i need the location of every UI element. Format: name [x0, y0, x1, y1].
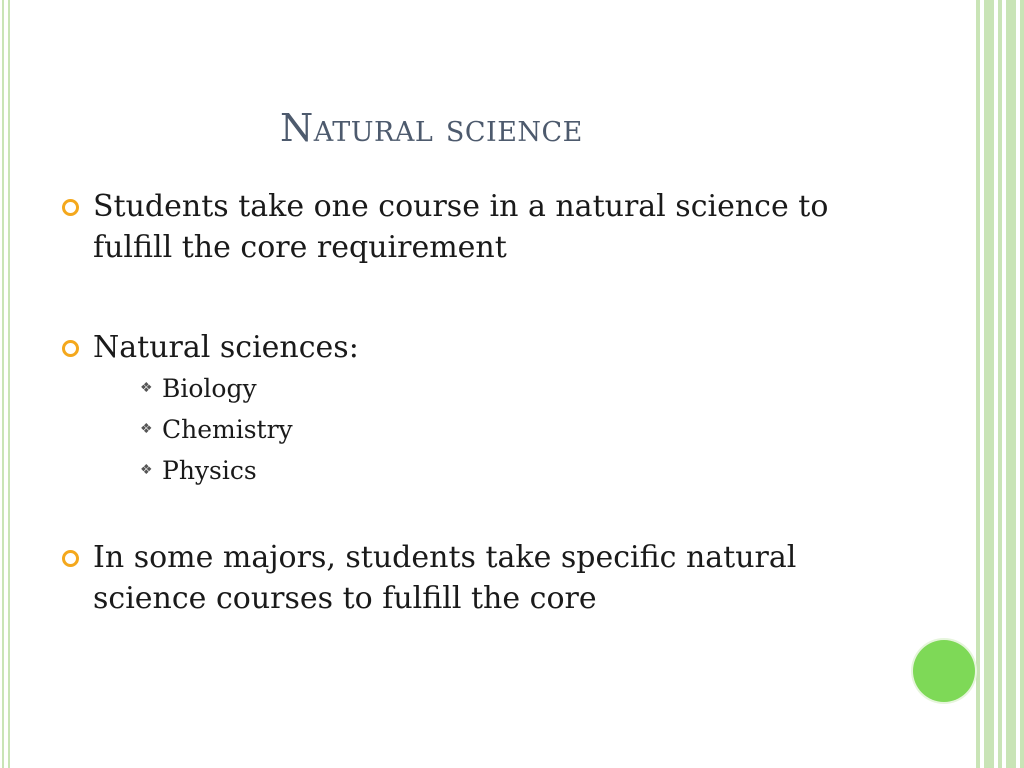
right-border-band	[984, 0, 994, 768]
right-border	[974, 0, 1024, 768]
left-border	[0, 0, 12, 768]
slide-content	[60, 186, 910, 619]
green-circle-icon	[913, 640, 975, 702]
sub-bullet-text: Chemistry	[162, 415, 293, 444]
diamond-bullet-icon: ❖	[140, 421, 153, 437]
right-border-band	[998, 0, 1002, 768]
ring-bullet-icon	[62, 340, 79, 357]
diamond-bullet-icon: ❖	[140, 462, 153, 478]
slide-title: Natural science	[280, 106, 583, 150]
sub-bullet-item	[140, 450, 910, 491]
bullet-text: In some majors, students take specific natural science courses to fulfill the core	[93, 540, 797, 616]
right-border-band	[1020, 0, 1024, 768]
bullet-item	[60, 327, 910, 368]
diamond-bullet-icon: ❖	[140, 380, 153, 396]
sub-bullet-text: Biology	[162, 374, 257, 403]
bullet-text: Students take one course in a natural science to fulfill the core requirement	[93, 189, 829, 265]
left-border-line	[2, 0, 4, 768]
right-border-band	[976, 0, 980, 768]
bullet-item	[60, 537, 910, 619]
sub-bullet-list	[60, 368, 910, 491]
sub-bullet-text: Physics	[162, 456, 257, 485]
sub-bullet-item	[140, 368, 910, 409]
bullet-item	[60, 186, 910, 268]
ring-bullet-icon	[62, 550, 79, 567]
sub-bullet-item	[140, 409, 910, 450]
bullet-text: Natural sciences:	[93, 330, 359, 365]
right-border-band	[1006, 0, 1016, 768]
ring-bullet-icon	[62, 199, 79, 216]
left-border-line	[8, 0, 10, 768]
